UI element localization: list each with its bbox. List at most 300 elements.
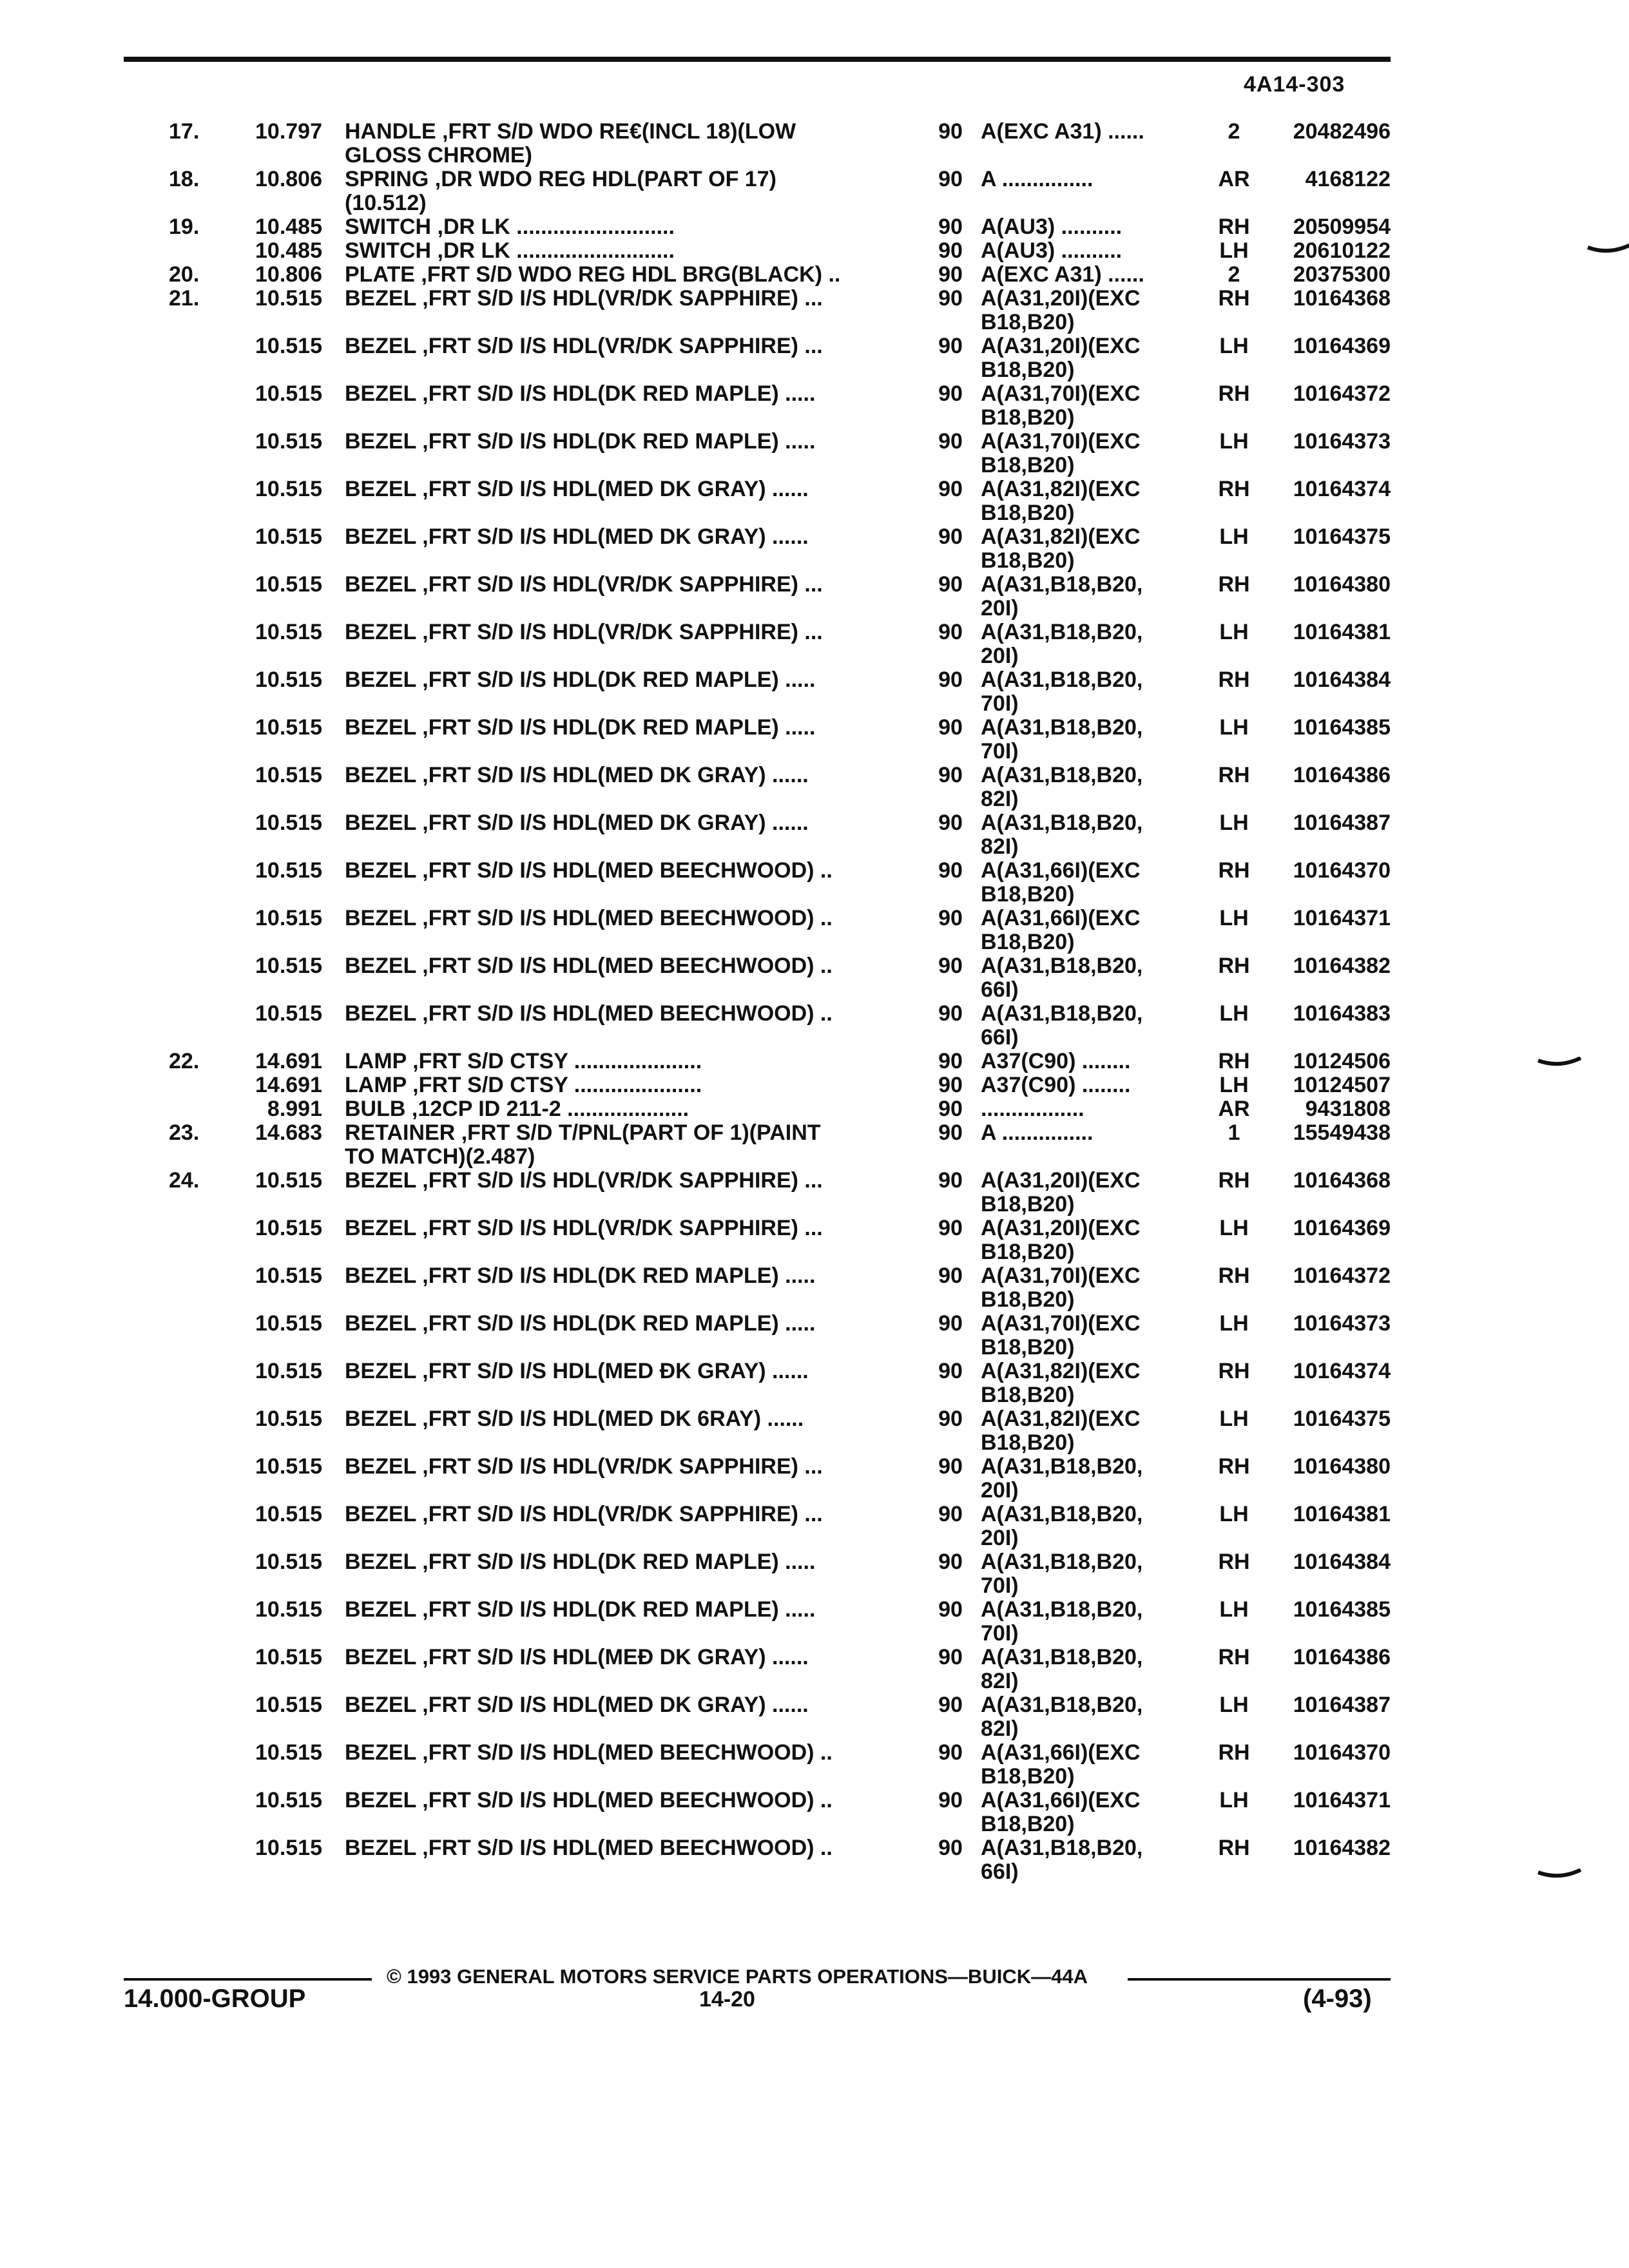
usage-application <box>981 1264 1205 1312</box>
footer-page-number: 14-20 <box>699 1987 755 2012</box>
usage-line-1: A(A31,66I)(EXC <box>981 1741 1141 1765</box>
part-number: 10164371 <box>1293 906 1391 930</box>
model-year: 90 <box>938 1454 963 1479</box>
usage-line-1: A(A31,66I)(EXC <box>981 1789 1141 1812</box>
description-line-1: BEZEL ,FRT S/D I/S HDL(VR/DK SAPPHIRE) ... <box>345 1455 823 1479</box>
usage-application <box>981 120 1205 144</box>
usage-line-1: A(A31,B18,B20, <box>981 811 1143 835</box>
illustration-ref: 10.515 <box>255 1788 322 1812</box>
usage-line-1: A(A31,B18,B20, <box>981 1550 1143 1574</box>
part-description <box>345 1741 886 1765</box>
description-line-1: SWITCH ,DR LK .......................... <box>345 239 675 263</box>
usage-line-2: 20I) <box>981 1478 1019 1503</box>
part-description <box>345 263 886 287</box>
part-row <box>0 1169 1629 1216</box>
usage-application <box>981 1455 1205 1503</box>
part-number: 20482496 <box>1293 119 1391 144</box>
usage-line-2: 66I) <box>981 1860 1019 1884</box>
part-description <box>345 168 886 215</box>
side-or-quantity: LH <box>1219 334 1249 358</box>
part-description <box>345 1360 886 1383</box>
illustration-ref: 10.515 <box>255 1597 322 1622</box>
illustration-ref: 10.515 <box>255 524 322 549</box>
usage-application <box>981 620 1205 668</box>
usage-line-2: 20I) <box>981 1526 1019 1550</box>
part-description <box>345 1455 886 1479</box>
part-description <box>345 120 886 168</box>
usage-application <box>981 1121 1205 1145</box>
part-description <box>345 382 886 406</box>
usage-application <box>981 477 1205 525</box>
usage-line-2: B18,B20) <box>981 1192 1075 1216</box>
usage-application <box>981 1789 1205 1836</box>
part-row <box>0 1050 1629 1073</box>
usage-line-2: B18,B20) <box>981 930 1075 954</box>
description-line-1: BEZEL ,FRT S/D I/S HDL(VR/DK SAPPHIRE) ... <box>345 620 823 644</box>
description-line-1: BEZEL ,FRT S/D I/S HDL(DK RED MAPLE) ..... <box>345 430 816 454</box>
description-line-1: SWITCH ,DR LK .......................... <box>345 215 675 239</box>
description-line-1: PLATE ,FRT S/D WDO REG HDL BRG(BLACK) .. <box>345 263 841 287</box>
description-line-1: BEZEL ,FRT S/D I/S HDL(MED BEECHWOOD) .. <box>345 954 833 978</box>
usage-line-1: A(A31,82I)(EXC <box>981 1360 1141 1383</box>
side-or-quantity: RH <box>1218 572 1250 597</box>
model-year: 90 <box>938 1788 963 1812</box>
usage-line-1: A(A31,70I)(EXC <box>981 382 1141 406</box>
usage-application <box>981 573 1205 620</box>
part-number: 10164375 <box>1293 1407 1391 1431</box>
side-or-quantity: RH <box>1218 1049 1250 1073</box>
part-number: 10164385 <box>1293 715 1391 740</box>
usage-application <box>981 811 1205 859</box>
side-or-quantity: LH <box>1219 1788 1249 1812</box>
side-or-quantity: LH <box>1219 429 1249 454</box>
illustration-ref: 10.515 <box>255 1836 322 1860</box>
model-year: 90 <box>938 1502 963 1526</box>
part-row <box>0 859 1629 907</box>
usage-line-2: 20I) <box>981 644 1019 668</box>
model-year: 90 <box>938 1120 963 1145</box>
part-number: 10164369 <box>1293 1216 1391 1240</box>
usage-line-2: 82I) <box>981 1669 1019 1693</box>
model-year: 90 <box>938 1168 963 1193</box>
model-year: 90 <box>938 334 963 358</box>
part-description <box>345 1050 886 1073</box>
description-line-1: RETAINER ,FRT S/D T/PNL(PART OF 1)(PAINT <box>345 1121 821 1145</box>
model-year: 90 <box>938 620 963 644</box>
part-row <box>0 263 1629 287</box>
model-year: 90 <box>938 1311 963 1336</box>
usage-application <box>981 1503 1205 1550</box>
side-or-quantity: LH <box>1219 1311 1249 1336</box>
part-description <box>345 239 886 263</box>
part-row <box>0 1073 1629 1097</box>
illustration-ref: 10.515 <box>255 858 322 883</box>
usage-line-2: B18,B20) <box>981 310 1075 334</box>
illustration-ref: 10.485 <box>255 238 322 263</box>
side-or-quantity: LH <box>1219 1073 1249 1097</box>
usage-line-1: A(A31,B18,B20, <box>981 573 1143 597</box>
model-year: 90 <box>938 906 963 930</box>
part-row <box>0 1693 1629 1741</box>
usage-line-2: B18,B20) <box>981 358 1075 382</box>
usage-line-1: A(A31,70I)(EXC <box>981 1264 1141 1288</box>
part-description <box>345 525 886 549</box>
model-year: 90 <box>938 1645 963 1669</box>
side-or-quantity: RH <box>1218 1740 1250 1765</box>
side-or-quantity: AR <box>1218 167 1250 191</box>
part-number: 10164368 <box>1293 286 1391 311</box>
description-line-1: BEZEL ,FRT S/D I/S HDL(MED DK 6RAY) ...... <box>345 1407 804 1431</box>
item-number: 24. <box>169 1168 200 1193</box>
part-description <box>345 1503 886 1526</box>
illustration-ref: 10.806 <box>255 167 322 191</box>
usage-line-1: A(A31,66I)(EXC <box>981 907 1141 930</box>
description-line-1: BEZEL ,FRT S/D I/S HDL(DK RED MAPLE) ..... <box>345 1264 816 1288</box>
usage-application <box>981 263 1205 287</box>
side-or-quantity: LH <box>1219 1693 1249 1717</box>
part-description <box>345 1121 886 1169</box>
usage-line-1: A(A31,B18,B20, <box>981 1002 1143 1026</box>
part-row <box>0 668 1629 716</box>
illustration-ref: 10.515 <box>255 334 322 358</box>
part-row <box>0 168 1629 215</box>
side-or-quantity: LH <box>1219 1597 1249 1622</box>
illustration-ref: 14.691 <box>255 1049 322 1073</box>
item-number: 18. <box>169 167 200 191</box>
part-row <box>0 120 1629 168</box>
usage-line-1: A(A31,B18,B20, <box>981 1598 1143 1622</box>
part-row <box>0 716 1629 764</box>
model-year: 90 <box>938 1693 963 1717</box>
part-description <box>345 1097 886 1121</box>
description-line-1: BEZEL ,FRT S/D I/S HDL(MED ÐK GRAY) ...... <box>345 1360 809 1383</box>
usage-line-2: 70I) <box>981 739 1019 764</box>
description-line-1: BEZEL ,FRT S/D I/S HDL(DK RED MAPLE) ..... <box>345 1312 816 1336</box>
part-number: 10164382 <box>1293 954 1391 978</box>
item-number: 17. <box>169 119 200 144</box>
usage-line-1: A(A31,B18,B20, <box>981 1646 1143 1669</box>
usage-application <box>981 1002 1205 1050</box>
part-description <box>345 668 886 692</box>
item-number: 21. <box>169 286 200 311</box>
usage-line-1: A37(C90) ........ <box>981 1050 1131 1073</box>
part-row <box>0 1789 1629 1836</box>
model-year: 90 <box>938 715 963 740</box>
usage-application <box>981 1407 1205 1455</box>
part-number: 10164368 <box>1293 1168 1391 1193</box>
description-line-2: (10.512) <box>345 191 427 215</box>
usage-application <box>981 1741 1205 1789</box>
part-description <box>345 1264 886 1288</box>
usage-application <box>981 1169 1205 1216</box>
part-description <box>345 764 886 787</box>
description-line-1: BEZEL ,FRT S/D I/S HDL(VR/DK SAPPHIRE) ... <box>345 334 823 358</box>
part-row <box>0 1550 1629 1598</box>
side-or-quantity: RH <box>1218 286 1250 311</box>
model-year: 90 <box>938 215 963 239</box>
part-row <box>0 382 1629 430</box>
model-year: 90 <box>938 1740 963 1765</box>
model-year: 90 <box>938 1836 963 1860</box>
model-year: 90 <box>938 477 963 501</box>
illustration-ref: 10.515 <box>255 1216 322 1240</box>
illustration-ref: 14.691 <box>255 1073 322 1097</box>
illustration-ref: 10.515 <box>255 1359 322 1383</box>
description-line-1: BEZEL ,FRT S/D I/S HDL(MED DK GRAY) ...... <box>345 764 809 787</box>
usage-line-2: B18,B20) <box>981 882 1075 907</box>
usage-line-1: A(A31,20I)(EXC <box>981 1216 1141 1240</box>
usage-line-2: B18,B20) <box>981 1383 1075 1407</box>
side-or-quantity: RH <box>1218 1264 1250 1288</box>
usage-application <box>981 1836 1205 1884</box>
usage-application <box>981 1216 1205 1264</box>
illustration-ref: 10.515 <box>255 906 322 930</box>
part-row <box>0 477 1629 525</box>
part-number: 10164382 <box>1293 1836 1391 1860</box>
usage-line-1: A(EXC A31) ...... <box>981 263 1144 287</box>
side-or-quantity: RH <box>1218 1359 1250 1383</box>
side-or-quantity: RH <box>1218 763 1250 787</box>
illustration-ref: 10.515 <box>255 811 322 835</box>
usage-application <box>981 1050 1205 1073</box>
part-row <box>0 1598 1629 1646</box>
side-or-quantity: RH <box>1218 954 1250 978</box>
part-number: 10164386 <box>1293 763 1391 787</box>
model-year: 90 <box>938 668 963 692</box>
usage-line-2: B18,B20) <box>981 1764 1075 1789</box>
usage-application <box>981 859 1205 907</box>
illustration-ref: 10.515 <box>255 286 322 311</box>
part-description <box>345 620 886 644</box>
part-description <box>345 954 886 978</box>
description-line-1: LAMP ,FRT S/D CTSY ..................... <box>345 1050 702 1073</box>
part-row <box>0 1455 1629 1503</box>
part-row <box>0 1216 1629 1264</box>
footer-copyright: © 1993 GENERAL MOTORS SERVICE PARTS OPERATIONS—BUICK—44A <box>387 1965 1088 1988</box>
item-number: 22. <box>169 1049 200 1073</box>
description-line-1: BEZEL ,FRT S/D I/S HDL(MED DK GRAY) ...... <box>345 811 809 835</box>
part-description <box>345 1789 886 1812</box>
usage-line-2: B18,B20) <box>981 1335 1075 1360</box>
model-year: 90 <box>938 811 963 835</box>
part-number: 10164383 <box>1293 1001 1391 1026</box>
illustration-ref: 10.515 <box>255 1645 322 1669</box>
description-line-1: BEZEL ,FRT S/D I/S HDL(MED BEECHWOOD) .. <box>345 1789 833 1812</box>
part-description <box>345 477 886 501</box>
side-or-quantity: LH <box>1219 620 1249 644</box>
usage-line-1: A(A31,70I)(EXC <box>981 430 1141 454</box>
usage-line-1: A(A31,B18,B20, <box>981 668 1143 692</box>
model-year: 90 <box>938 381 963 406</box>
usage-application <box>981 1598 1205 1646</box>
usage-line-2: B18,B20) <box>981 501 1075 525</box>
usage-line-2: 66I) <box>981 1025 1019 1050</box>
part-number: 10164381 <box>1293 620 1391 644</box>
footer-rule-left <box>124 1978 372 1981</box>
part-number: 10164381 <box>1293 1502 1391 1526</box>
usage-line-2: 70I) <box>981 1621 1019 1646</box>
usage-application <box>981 954 1205 1002</box>
part-number: 10164374 <box>1293 477 1391 501</box>
model-year: 90 <box>938 1264 963 1288</box>
illustration-ref: 10.515 <box>255 715 322 740</box>
usage-line-1: A(AU3) .......... <box>981 239 1123 263</box>
model-year: 90 <box>938 763 963 787</box>
parts-list <box>0 120 1629 1884</box>
side-or-quantity: LH <box>1219 238 1249 263</box>
side-or-quantity: LH <box>1219 1001 1249 1026</box>
illustration-ref: 10.515 <box>255 1740 322 1765</box>
part-number: 4168122 <box>1305 167 1391 191</box>
part-number: 10164369 <box>1293 334 1391 358</box>
description-line-1: BEZEL ,FRT S/D I/S HDL(MED BEECHWOOD) .. <box>345 859 833 883</box>
description-line-1: BEZEL ,FRT S/D I/S HDL(DK RED MAPLE) ..... <box>345 1550 816 1574</box>
usage-application <box>981 239 1205 263</box>
part-description <box>345 573 886 597</box>
side-or-quantity: LH <box>1219 1502 1249 1526</box>
page-code: 4A14-303 <box>1244 72 1345 97</box>
part-description <box>345 1002 886 1026</box>
part-row <box>0 907 1629 954</box>
usage-application <box>981 1693 1205 1741</box>
side-or-quantity: RH <box>1218 215 1250 239</box>
part-description <box>345 1312 886 1336</box>
part-description <box>345 1216 886 1240</box>
part-row <box>0 525 1629 573</box>
usage-line-2: B18,B20) <box>981 1287 1075 1312</box>
usage-application <box>981 1312 1205 1360</box>
illustration-ref: 8.991 <box>267 1097 322 1121</box>
part-number: 10164375 <box>1293 524 1391 549</box>
model-year: 90 <box>938 1097 963 1121</box>
description-line-2: GLOSS CHROME) <box>345 143 532 168</box>
usage-line-2: B18,B20) <box>981 453 1075 477</box>
illustration-ref: 10.515 <box>255 954 322 978</box>
side-or-quantity: RH <box>1218 1550 1250 1574</box>
description-line-1: BEZEL ,FRT S/D I/S HDL(DK RED MAPLE) ..... <box>345 382 816 406</box>
part-number: 10124506 <box>1293 1049 1391 1073</box>
illustration-ref: 10.515 <box>255 1693 322 1717</box>
part-number: 10164372 <box>1293 1264 1391 1288</box>
description-line-1: BEZEL ,FRT S/D I/S HDL(MED DK GRAY) ...... <box>345 477 809 501</box>
usage-application <box>981 764 1205 811</box>
usage-line-2: 82I) <box>981 1716 1019 1741</box>
usage-line-1: A ............... <box>981 1121 1094 1145</box>
illustration-ref: 10.806 <box>255 262 322 287</box>
model-year: 90 <box>938 1407 963 1431</box>
part-number: 10164374 <box>1293 1359 1391 1383</box>
side-or-quantity: AR <box>1218 1097 1250 1121</box>
usage-line-2: B18,B20) <box>981 548 1075 573</box>
model-year: 90 <box>938 286 963 311</box>
usage-application <box>981 1360 1205 1407</box>
description-line-1: BEZEL ,FRT S/D I/S HDL(MED DK GRAY) ...... <box>345 525 809 549</box>
part-description <box>345 1693 886 1717</box>
usage-application <box>981 287 1205 334</box>
description-line-1: BEZEL ,FRT S/D I/S HDL(DK RED MAPLE) ..... <box>345 1598 816 1622</box>
model-year: 90 <box>938 1597 963 1622</box>
part-row <box>0 1002 1629 1050</box>
part-number: 10164370 <box>1293 1740 1391 1765</box>
part-row <box>0 1264 1629 1312</box>
usage-line-1: A(A31,B18,B20, <box>981 1693 1143 1717</box>
part-number: 10164387 <box>1293 1693 1391 1717</box>
description-line-1: BULB ,12CP ID 211-2 .................... <box>345 1097 689 1121</box>
part-row <box>0 215 1629 239</box>
margin-mark <box>1586 244 1629 256</box>
model-year: 90 <box>938 524 963 549</box>
side-or-quantity: RH <box>1218 858 1250 883</box>
part-description <box>345 1836 886 1860</box>
part-number: 10164384 <box>1293 1550 1391 1574</box>
description-line-1: BEZEL ,FRT S/D I/S HDL(VR/DK SAPPHIRE) ... <box>345 287 823 311</box>
part-number: 10164385 <box>1293 1597 1391 1622</box>
model-year: 90 <box>938 119 963 144</box>
usage-line-1: A(AU3) .......... <box>981 215 1123 239</box>
part-row <box>0 334 1629 382</box>
part-row <box>0 1503 1629 1550</box>
part-row <box>0 764 1629 811</box>
description-line-1: BEZEL ,FRT S/D I/S HDL(MED BEECHWOOD) .. <box>345 1002 833 1026</box>
side-or-quantity: LH <box>1219 811 1249 835</box>
part-row <box>0 1312 1629 1360</box>
part-number: 10124507 <box>1293 1073 1391 1097</box>
margin-mark <box>1537 1869 1582 1881</box>
part-row <box>0 287 1629 334</box>
description-line-1: BEZEL ,FRT S/D I/S HDL(MED BEECHWOOD) .. <box>345 907 833 930</box>
part-number: 9431808 <box>1305 1097 1391 1121</box>
part-number: 20509954 <box>1293 215 1391 239</box>
side-or-quantity: LH <box>1219 1216 1249 1240</box>
part-row <box>0 1741 1629 1789</box>
usage-application <box>981 1097 1205 1121</box>
usage-application <box>981 382 1205 430</box>
model-year: 90 <box>938 572 963 597</box>
part-number: 15549438 <box>1293 1120 1391 1145</box>
part-number: 10164371 <box>1293 1788 1391 1812</box>
side-or-quantity: RH <box>1218 1645 1250 1669</box>
usage-line-1: A(A31,20I)(EXC <box>981 334 1141 358</box>
model-year: 90 <box>938 858 963 883</box>
usage-line-2: B18,B20) <box>981 1812 1075 1836</box>
usage-line-1: A(A31,B18,B20, <box>981 716 1143 740</box>
side-or-quantity: 2 <box>1228 262 1240 287</box>
illustration-ref: 10.515 <box>255 477 322 501</box>
illustration-ref: 10.485 <box>255 215 322 239</box>
usage-line-1: A(A31,20I)(EXC <box>981 287 1141 311</box>
usage-line-2: 70I) <box>981 691 1019 716</box>
part-description <box>345 1646 886 1669</box>
usage-line-1: A(A31,B18,B20, <box>981 620 1143 644</box>
footer-date: (4-93) <box>1303 1984 1372 2013</box>
part-description <box>345 1073 886 1097</box>
illustration-ref: 10.515 <box>255 1311 322 1336</box>
side-or-quantity: 2 <box>1228 119 1240 144</box>
part-description <box>345 215 886 239</box>
side-or-quantity: LH <box>1219 715 1249 740</box>
side-or-quantity: RH <box>1218 1168 1250 1193</box>
model-year: 90 <box>938 1001 963 1026</box>
part-number: 10164384 <box>1293 668 1391 692</box>
part-row <box>0 430 1629 477</box>
usage-application <box>981 1550 1205 1598</box>
usage-line-2: 82I) <box>981 787 1019 811</box>
illustration-ref: 10.515 <box>255 668 322 692</box>
footer-rule-right <box>1128 1978 1391 1981</box>
model-year: 90 <box>938 429 963 454</box>
side-or-quantity: LH <box>1219 906 1249 930</box>
part-row <box>0 1646 1629 1693</box>
